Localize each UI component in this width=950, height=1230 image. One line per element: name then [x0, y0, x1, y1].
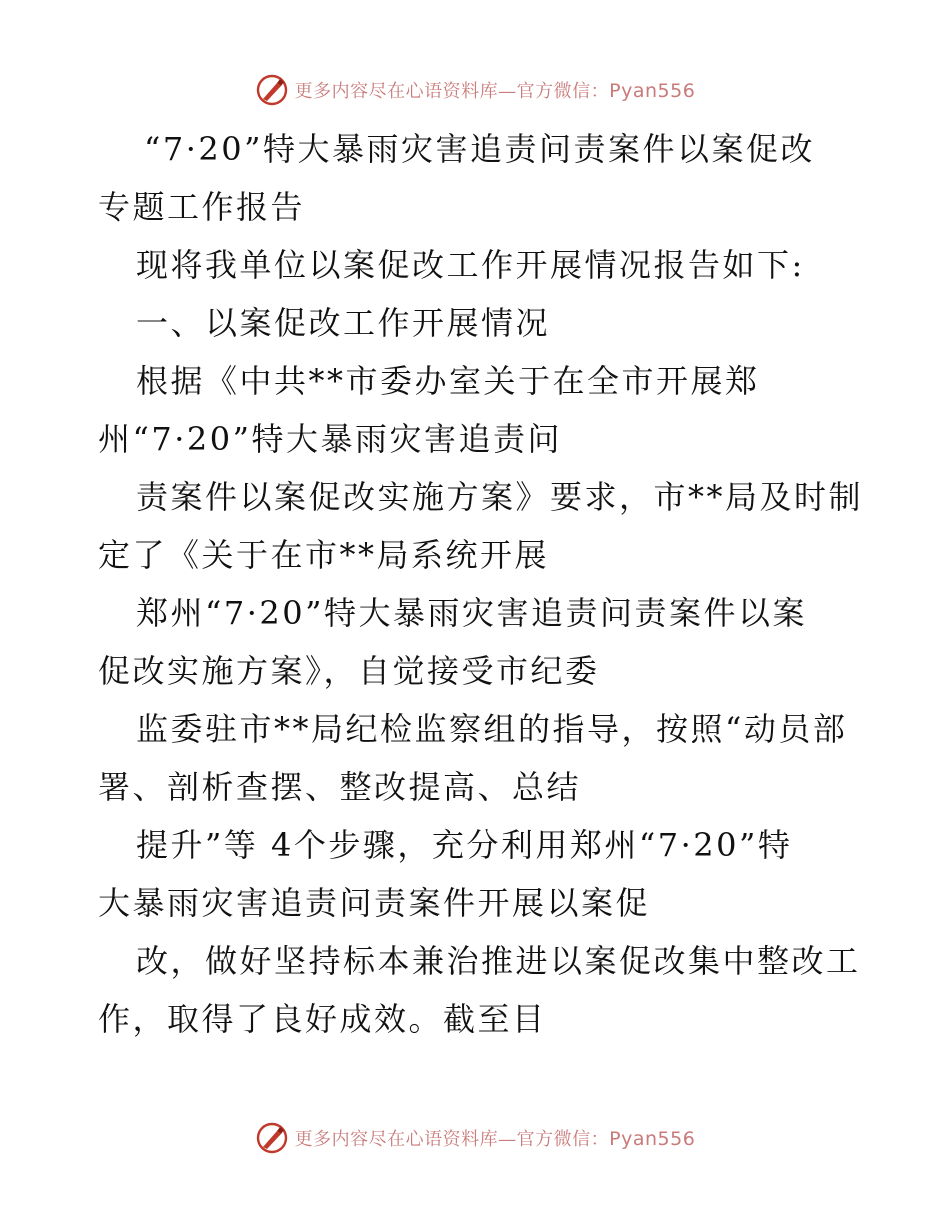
title-line-2: 专题工作报告 — [98, 188, 306, 226]
header-watermark — [0, 70, 950, 110]
paragraph-line: 改，做好坚持标本兼治推进以案促改集中整改工 — [136, 942, 861, 980]
paragraph-line: 责案件以案促改实施方案》要求，市**局及时制 — [136, 478, 864, 516]
paragraph-line: 根据《中共**市委办室关于在全市开展郑 — [136, 362, 760, 400]
paragraph-line: 大暴雨灾害追责问责案件开展以案促 — [98, 884, 651, 922]
watermark-text — [295, 1125, 696, 1151]
watermark-wechat-id: Pyan556 — [609, 80, 696, 102]
section-heading: 一、以案促改工作开展情况 — [136, 304, 551, 342]
watermark-wechat-id: Pyan556 — [609, 1128, 696, 1150]
paragraph-line: 定了《关于在市**局系统开展 — [98, 536, 550, 574]
brush-logo-icon — [255, 1121, 289, 1155]
paragraph-line: 现将我单位以案促改工作开展情况报告如下: — [136, 246, 805, 284]
watermark-separator: — — [498, 81, 517, 102]
watermark-wechat-label: 官方微信： — [516, 81, 610, 102]
footer-watermark — [0, 1118, 950, 1158]
paragraph-line: 州“7·20”特大暴雨灾害追责问 — [98, 420, 562, 458]
paragraph-line: 署、剖析查摆、整改提高、总结 — [98, 768, 582, 806]
title-line-1: “7·20”特大暴雨灾害追责问责案件以案促改 — [144, 130, 815, 168]
watermark-main: 更多内容尽在心语资料库 — [294, 1129, 499, 1150]
paragraph-line: 提升”等 4个步骤，充分利用郑州“7·20”特 — [136, 826, 793, 864]
document-body — [98, 120, 878, 1048]
watermark-main: 更多内容尽在心语资料库 — [294, 81, 499, 102]
watermark-separator: — — [498, 1129, 517, 1150]
brush-logo-icon — [255, 73, 289, 107]
paragraph-line: 郑州“7·20”特大暴雨灾害追责问责案件以案 — [136, 594, 807, 632]
watermark-text — [295, 77, 696, 103]
paragraph-line: 作，取得了良好成效。截至目 — [98, 1000, 547, 1038]
paragraph-line: 促改实施方案》，自觉接受市纪委 — [98, 652, 600, 690]
paragraph-line: 监委驻市**局纪检监察组的指导，按照“动员部 — [136, 710, 848, 748]
watermark-wechat-label: 官方微信： — [516, 1129, 610, 1150]
